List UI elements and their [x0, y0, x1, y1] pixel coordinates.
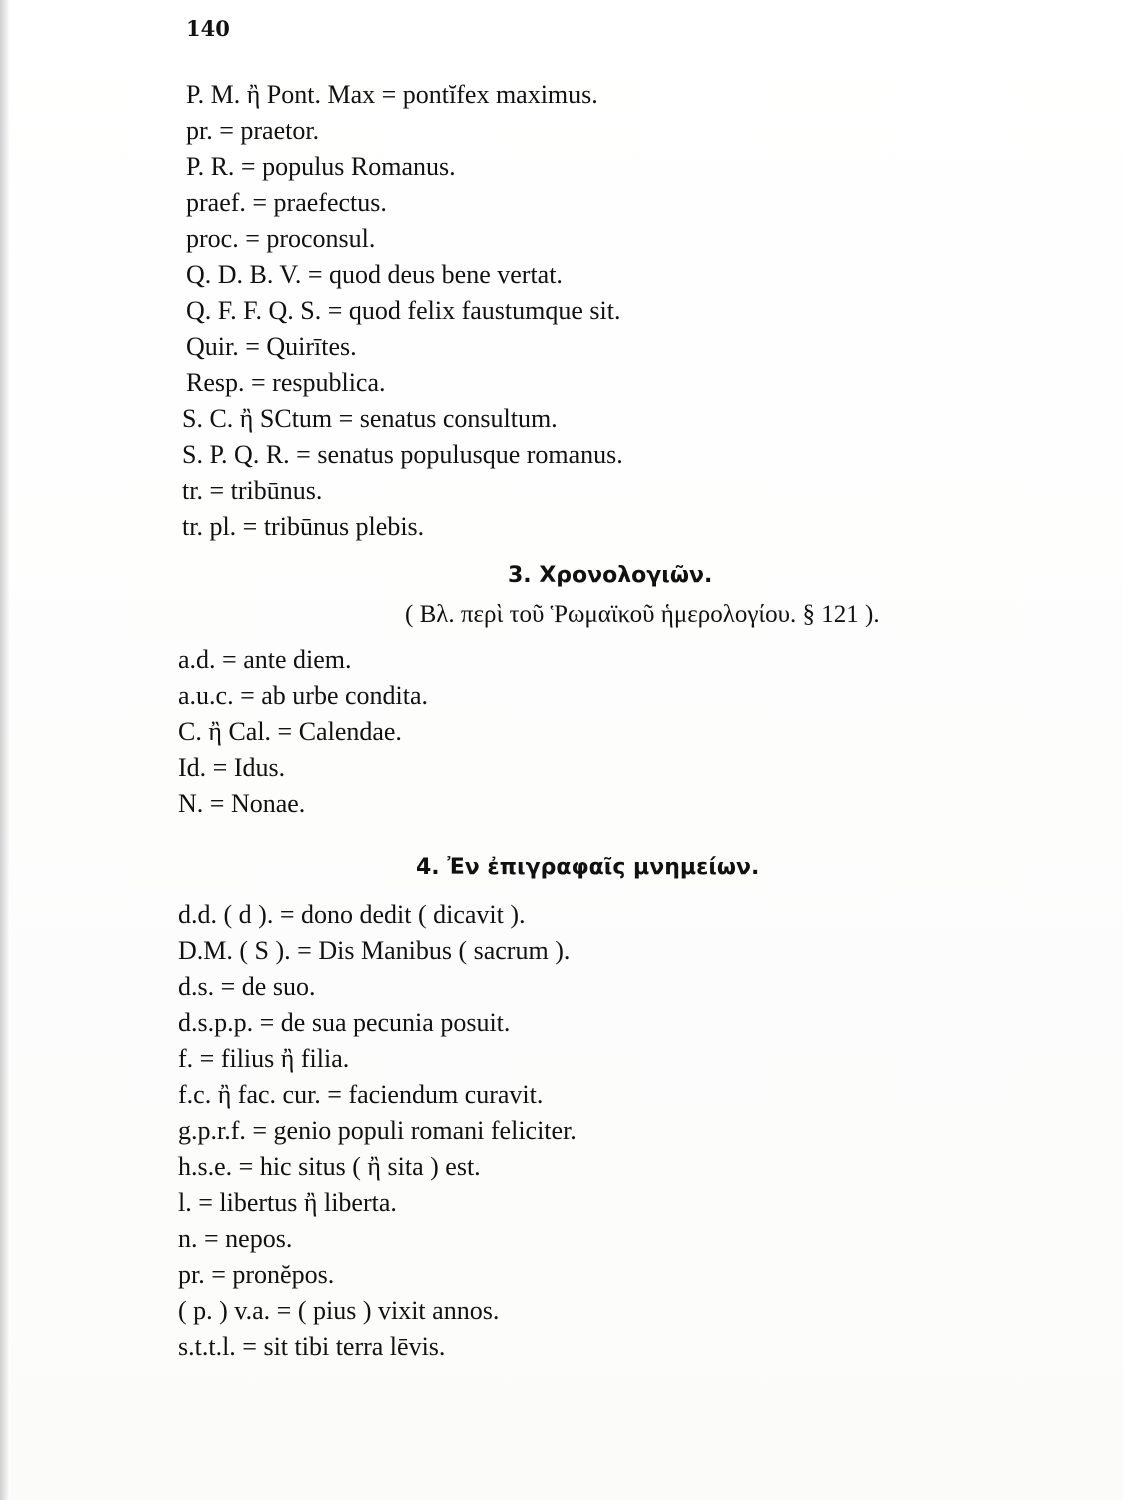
list-item: Q. F. F. Q. S. = quod felix faustumque sit.	[186, 296, 621, 325]
list-item: Q. D. B. V. = quod deus bene vertat.	[186, 260, 563, 289]
list-item: d.s. = de suo.	[178, 972, 316, 1001]
section-heading-inscriptions: 4. Ἐν ἐπιγραφαῖς μνημείων.	[416, 855, 760, 880]
list-item: N. = Nonae.	[178, 789, 306, 818]
list-item: S. C. ἢ SCtum = senatus consultum.	[182, 404, 558, 433]
list-item: pr. = praetor.	[186, 116, 320, 145]
list-item: Id. = Idus.	[178, 753, 286, 782]
list-item: pr. = pronĕpos.	[178, 1260, 335, 1289]
list-item: P. M. ἢ Pont. Max = pontĭfex maximus.	[186, 80, 598, 109]
list-item: f. = filius ἢ filia.	[178, 1044, 350, 1073]
list-item: d.d. ( d ). = dono dedit ( dicavit ).	[178, 900, 526, 929]
list-item: d.s.p.p. = de sua pecunia posuit.	[178, 1008, 511, 1037]
section-reference: ( Βλ. περὶ τοῦ Ῥωμαϊκοῦ ἡμερολογίου. § 121 ).	[405, 601, 880, 628]
inscriptions-list	[178, 897, 1078, 1365]
chronology-list	[178, 642, 1078, 822]
list-item: n. = nepos.	[178, 1224, 293, 1253]
section-heading-chronology: 3. Χρονολογιῶν.	[508, 563, 713, 588]
list-item: proc. = proconsul.	[186, 224, 376, 253]
list-item: a.d. = ante diem.	[178, 645, 352, 674]
page-edge-shadow	[0, 0, 10, 1500]
list-item: s.t.t.l. = sit tibi terra lēvis.	[178, 1332, 446, 1361]
list-item: Resp. = respublica.	[186, 368, 386, 397]
list-item: P. R. = populus Romanus.	[186, 152, 456, 181]
list-item: f.c. ἢ fac. cur. = faciendum curavit.	[178, 1080, 544, 1109]
list-item: tr. pl. = tribūnus plebis.	[182, 512, 425, 541]
list-item: tr. = tribūnus.	[182, 476, 323, 505]
list-item: ( p. ) v.a. = ( pius ) vixit annos.	[178, 1296, 500, 1325]
list-item: C. ἢ Cal. = Calendae.	[178, 717, 402, 746]
list-item: S. P. Q. R. = senatus populusque romanus.	[182, 440, 623, 469]
list-item: l. = libertus ἢ liberta.	[178, 1188, 397, 1217]
page-number: 140	[186, 16, 230, 41]
list-item: g.p.r.f. = genio populi romani feliciter.	[178, 1116, 577, 1145]
abbreviation-list	[178, 77, 1078, 545]
list-item: Quir. = Quirītes.	[186, 332, 357, 361]
list-item: a.u.c. = ab urbe condita.	[178, 681, 429, 710]
list-item: praef. = praefectus.	[186, 188, 387, 217]
list-item: D.M. ( S ). = Dis Manibus ( sacrum ).	[178, 936, 571, 965]
list-item: h.s.e. = hic situs ( ἢ sita ) est.	[178, 1152, 481, 1181]
